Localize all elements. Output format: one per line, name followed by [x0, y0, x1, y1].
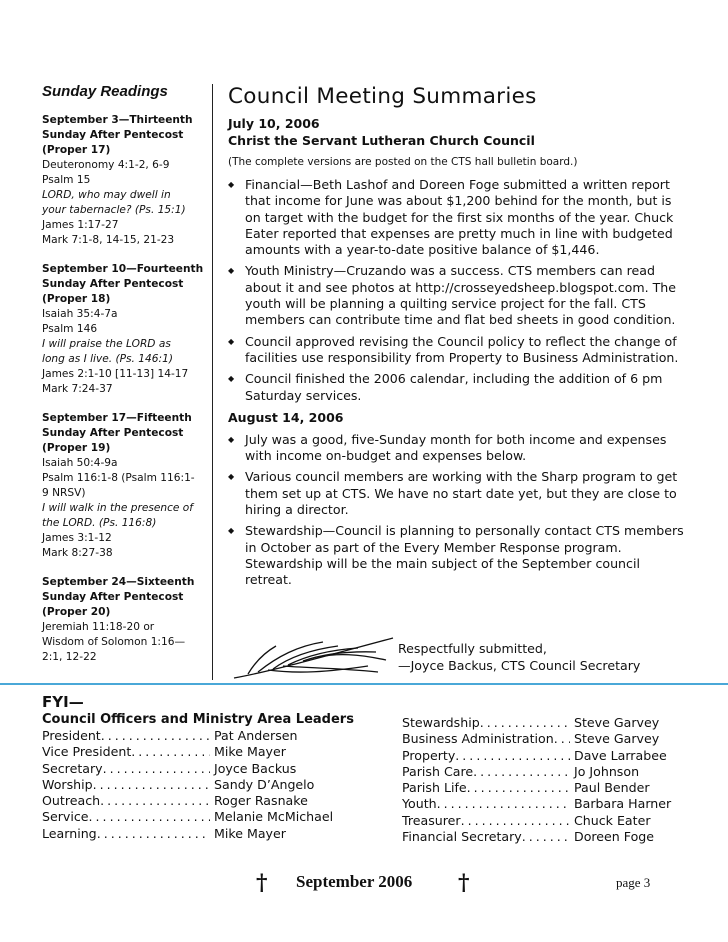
- officer-row: [42, 826, 327, 842]
- page-number: page 3: [616, 875, 651, 890]
- officer-role: Property: [402, 747, 456, 763]
- officer-name: Sandy D’Angelo: [214, 776, 315, 792]
- leader-dots: [100, 793, 210, 809]
- reading-section: [42, 113, 208, 248]
- summary-bullet: ◆ Financial—Beth Lashof and Doreen Foge submitted a written report that income for June was about $1,200 behind for the month, but is on target with the budget for the first six months of the year. Chuck Eater reported that expenses are pretty much in line with budgeted amounts with a year-to-date positive balance of $1,446.: [228, 177, 688, 258]
- sunday-readings-column: [42, 84, 208, 679]
- reading-line: Deuteronomy 4:1-2, 6-9: [42, 159, 170, 171]
- summary-bullet: ◆ July was a good, five-Sunday month for both income and expenses with income on-budget and expenses below.: [228, 432, 688, 465]
- reading-line: Psalm 15: [42, 174, 91, 186]
- feather-ornament-icon: [228, 636, 398, 682]
- reading-line: (Proper 19): [42, 442, 111, 454]
- reading-line: the LORD. (Ps. 116:8): [42, 517, 157, 529]
- officer-name: Melanie McMichael: [214, 809, 334, 825]
- officer-row: [42, 777, 327, 793]
- officer-role: Worship: [42, 776, 93, 792]
- reading-line: Mark 8:27-38: [42, 547, 113, 559]
- leader-dots: [93, 777, 210, 793]
- leader-dots: [437, 796, 570, 812]
- officer-role: Parish Care: [402, 763, 474, 779]
- reading-line: Mark 7:24-37: [42, 383, 113, 395]
- officer-role: Treasurer: [402, 812, 461, 828]
- officer-role: Service: [42, 809, 89, 825]
- officer-role: Youth: [402, 796, 437, 812]
- reading-line: 9 NRSV): [42, 487, 86, 499]
- fyi-heading: FYI—: [42, 693, 84, 711]
- officer-name: Steve Garvey: [574, 731, 660, 747]
- officers-subheading: Council Officers and Ministry Area Leaders: [42, 712, 354, 727]
- summary-bullet: ◆ Council approved revising the Council policy to reflect the change of facilities use responsibility from Property to Business Administration.: [228, 334, 688, 367]
- officer-role: Outreach: [42, 793, 101, 809]
- reading-line: September 24—Sixteenth: [42, 576, 195, 588]
- officer-row: [402, 715, 692, 731]
- reading-line: Isaiah 35:4-7a: [42, 308, 118, 320]
- officer-row: [402, 780, 692, 796]
- officer-name: Roger Rasnake: [214, 793, 308, 809]
- meeting-date-july: July 10, 2006: [228, 116, 320, 131]
- council-org-name: Christ the Servant Lutheran Church Council: [228, 133, 535, 148]
- officer-role: Financial Secretary: [402, 829, 522, 845]
- officer-row: [402, 813, 692, 829]
- july-summary-list: [228, 177, 688, 404]
- sunday-readings-heading: Sunday Readings: [42, 83, 168, 100]
- cross-icon-left: †: [256, 870, 268, 896]
- leader-dots: [554, 731, 570, 747]
- reading-line: September 10—Fourteenth: [42, 263, 204, 275]
- reading-line: Jeremiah 11:18-20 or: [42, 621, 155, 633]
- reading-line: Sunday After Pentecost: [42, 427, 184, 439]
- bulletin-note: (The complete versions are posted on the CTS hall bulletin board.): [228, 156, 578, 168]
- section-rule: [0, 683, 728, 685]
- reading-line: (Proper 18): [42, 293, 111, 305]
- leader-dots: [131, 744, 210, 760]
- officer-name: Doreen Foge: [574, 829, 655, 845]
- reading-line: James 3:1-12: [42, 532, 112, 544]
- reading-line: Sunday After Pentecost: [42, 129, 184, 141]
- leader-dots: [101, 728, 210, 744]
- officer-name: Mike Mayer: [214, 825, 286, 841]
- reading-section: [42, 411, 208, 561]
- officer-name: Jo Johnson: [574, 763, 640, 779]
- leader-dots: [467, 780, 570, 796]
- reading-line: Mark 7:1-8, 14-15, 21-23: [42, 234, 175, 246]
- officer-role: Learning: [42, 825, 97, 841]
- officers-roster-left: [42, 728, 334, 842]
- officer-row: [42, 793, 327, 809]
- reading-line: Sunday After Pentecost: [42, 591, 184, 603]
- officer-role: Secretary: [42, 760, 103, 776]
- council-title: Council Meeting Summaries: [228, 84, 537, 109]
- officer-role: Stewardship: [402, 715, 480, 730]
- signoff: [398, 640, 640, 674]
- reading-line: Isaiah 50:4-9a: [42, 457, 118, 469]
- summary-bullet: ◆ Stewardship—Council is planning to personally contact CTS members in October as part of the Every Member Response program. Stewardship will be the main subject of the September council retreat.: [228, 523, 688, 588]
- officer-name: Pat Andersen: [214, 728, 298, 743]
- reading-line: I will walk in the presence of: [42, 502, 194, 514]
- reading-line: Sunday After Pentecost: [42, 278, 184, 290]
- signoff-line-1: Respectfully submitted,: [398, 641, 547, 656]
- reading-line: long as I live. (Ps. 146:1): [42, 353, 173, 365]
- officer-row: [402, 829, 692, 845]
- reading-line: I will praise the LORD as: [42, 338, 171, 350]
- leader-dots: [522, 829, 570, 845]
- reading-line: September 17—Fifteenth: [42, 412, 192, 424]
- reading-line: 2:1, 12-22: [42, 651, 97, 663]
- reading-section: [42, 575, 208, 665]
- cross-icon-right: †: [458, 870, 470, 896]
- leader-dots: [461, 813, 570, 829]
- leader-dots: [97, 826, 210, 842]
- officer-name: Chuck Eater: [574, 812, 651, 828]
- reading-line: September 3—Thirteenth: [42, 114, 193, 126]
- officers-roster-right: [402, 715, 692, 845]
- footer-date: September 2006: [296, 872, 413, 891]
- reading-line: (Proper 17): [42, 144, 111, 156]
- officer-row: [42, 744, 327, 760]
- reading-line: Wisdom of Solomon 1:16—: [42, 636, 186, 648]
- officer-row: [402, 764, 692, 780]
- reading-line: (Proper 20): [42, 606, 111, 618]
- officer-name: Steve Garvey: [574, 715, 660, 730]
- leader-dots: [103, 761, 210, 777]
- meeting-date-august: August 14, 2006: [228, 409, 344, 425]
- summary-bullet: ◆ Various council members are working with the Sharp program to get them set up at CTS. We have no start date yet, but they are close to hiring a director.: [228, 469, 688, 518]
- reading-line: LORD, who may dwell in: [42, 189, 171, 201]
- officer-row: [402, 796, 692, 812]
- council-summaries-column: [228, 84, 688, 594]
- officer-name: Barbara Harner: [574, 796, 672, 812]
- reading-line: Psalm 146: [42, 323, 98, 335]
- readings-list: [42, 113, 208, 665]
- officer-role: Business Administration: [402, 731, 554, 747]
- officer-role: Parish Life: [402, 780, 467, 796]
- officer-row: [402, 731, 692, 747]
- leader-dots: [89, 809, 210, 825]
- signoff-line-2: —Joyce Backus, CTS Council Secretary: [398, 658, 641, 673]
- reading-line: Psalm 116:1-8 (Psalm 116:1-: [42, 472, 195, 484]
- officer-row: [42, 728, 327, 744]
- officer-name: Mike Mayer: [214, 744, 286, 760]
- leader-dots: [480, 715, 570, 731]
- officer-row: [42, 809, 334, 825]
- officer-name: Joyce Backus: [214, 760, 297, 776]
- reading-line: James 1:17-27: [42, 219, 119, 231]
- reading-section: [42, 262, 208, 397]
- officer-row: [402, 748, 692, 764]
- summary-bullet: ◆ Council finished the 2006 calendar, including the addition of 6 pm Saturday services.: [228, 371, 688, 404]
- leader-dots: [455, 748, 570, 764]
- officer-role: Vice President: [42, 744, 132, 760]
- leader-dots: [473, 764, 570, 780]
- officer-name: Dave Larrabee: [574, 747, 667, 763]
- reading-line: James 2:1-10 [11-13] 14-17: [42, 368, 189, 380]
- column-divider: [212, 84, 213, 680]
- august-summary-list: [228, 432, 688, 589]
- reading-line: your tabernacle? (Ps. 15:1): [42, 204, 186, 216]
- officer-name: Paul Bender: [574, 780, 650, 796]
- page-footer: [0, 868, 728, 898]
- officer-row: [42, 761, 327, 777]
- summary-bullet: ◆ Youth Ministry—Cruzando was a success. CTS members can read about it and see photos at http://crosseyedsheep.blogspot.com. The youth will be planning a quilting service project for the fall. CTS members can contribute time and flat bed sheets in good condition.: [228, 263, 688, 328]
- officer-role: President: [42, 728, 101, 743]
